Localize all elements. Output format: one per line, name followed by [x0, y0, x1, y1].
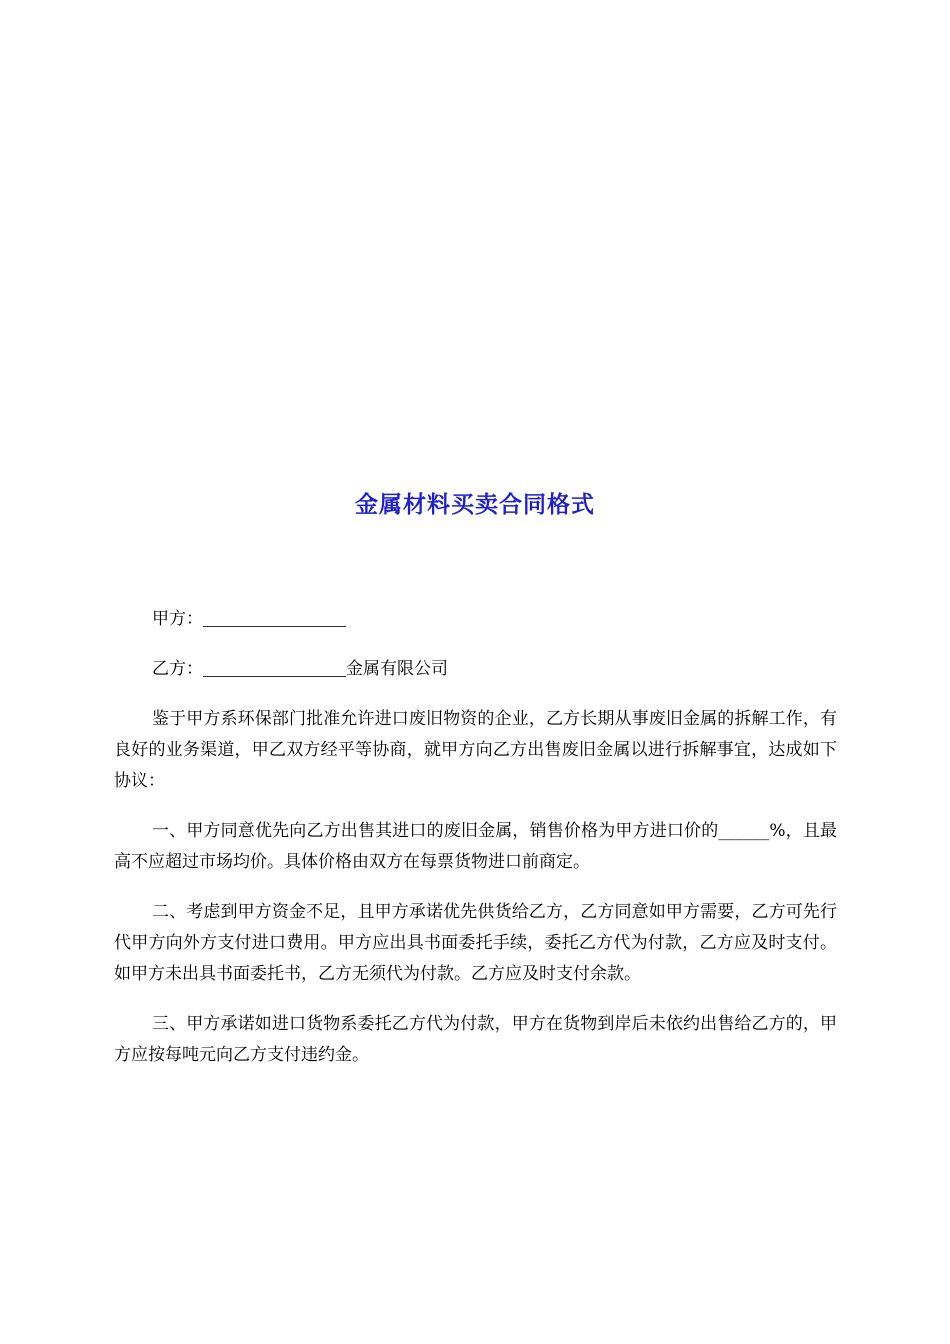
document-body: [114, 604, 837, 1090]
party-a-line: [114, 604, 837, 635]
clause-2-paragraph: 二、考虑到甲方资金不足，且甲方承诺优先供货给乙方，乙方同意如甲方需要，乙方可先行代甲方向外方支付进口费用。甲方应出具书面委托手续，委托乙方代为付款，乙方应及时支付。如甲方未出具书面委托书，乙方无须代为付款。乙方应及时支付余款。: [114, 902, 837, 984]
party-b-line: [114, 654, 837, 685]
clause-3-paragraph: 三、甲方承诺如进口货物系委托乙方代为付款，甲方在货物到岸后未依约出售给乙方的，甲方应按每吨元向乙方支付违约金。: [114, 1014, 837, 1065]
clause-1-paragraph: 一、甲方同意优先向乙方出售其进口的废旧金属，销售价格为甲方进口价的______%，且最高不应超过市场均价。具体价格由双方在每票货物进口前商定。: [114, 821, 837, 872]
party-a-blank: [203, 608, 346, 627]
party-a-label: 甲方：: [152, 609, 203, 629]
party-b-label: 乙方：: [152, 659, 203, 679]
document-title: 金属材料买卖合同格式: [355, 491, 595, 518]
party-b-suffix: 金属有限公司: [346, 659, 448, 679]
preamble-paragraph: 鉴于甲方系环保部门批准允许进口废旧物资的企业，乙方长期从事废旧金属的拆解工作，有良好的业务渠道，甲乙双方经平等协商，就甲方向乙方出售废旧金属以进行拆解事宜，达成如下协议：: [114, 709, 837, 791]
party-b-blank: [203, 658, 346, 677]
